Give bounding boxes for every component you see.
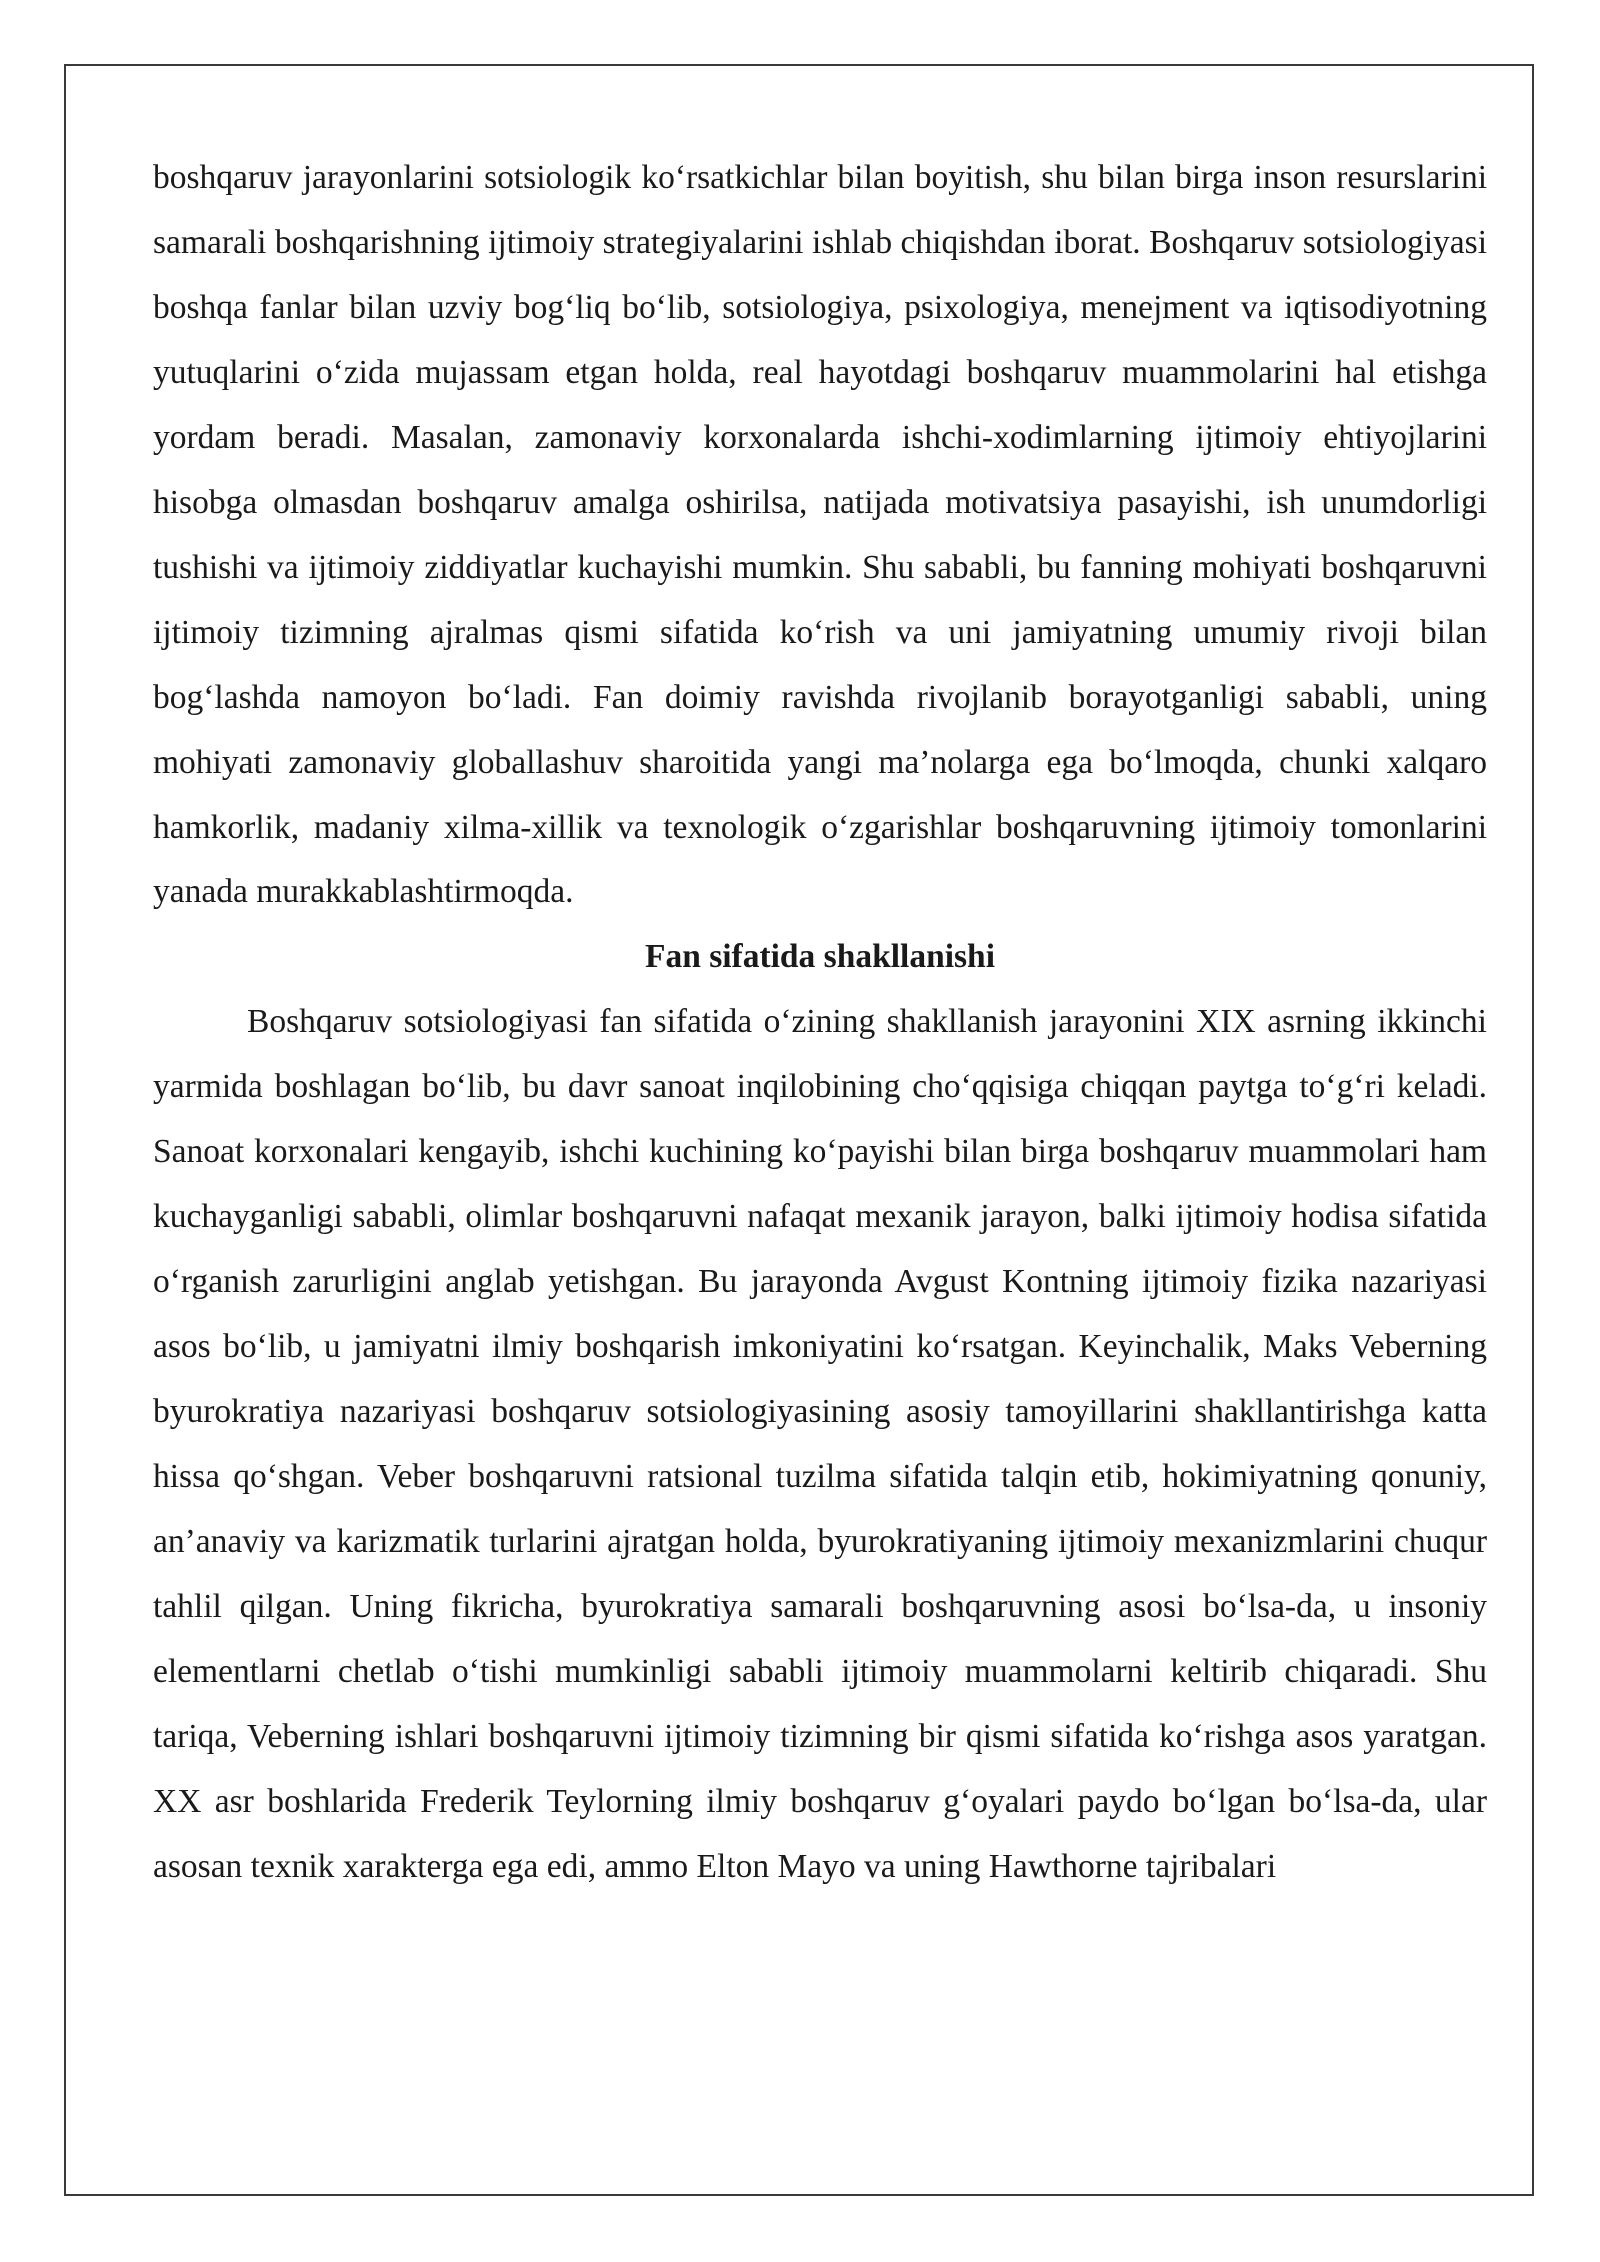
paragraph-formation: Boshqaruv sotsiologiyasi fan sifatida o‘zining shakllanish jarayonini XIX asrning ikkinchi yarmida boshlagan bo‘lib, bu davr sanoat inqilobining cho‘qqisiga chiqqan paytga to‘g‘ri keladi. Sanoat korxonalari kengayib, ishchi kuchining ko‘payishi bilan birga boshqaruv muammolari ham kuchayganligi sababli, olimlar boshqaruvni nafaqat mexanik jarayon, balki ijtimoiy hodisa sifatida o‘rganish zarurligini anglab yetishgan. Bu jarayonda Avgust Kontning ijtimoiy fizika nazariyasi asos bo‘lib, u jamiyatni ilmiy boshqarish imkoniyatini ko‘rsatgan. Keyinchalik, Maks Veberning byurokratiya nazariyasi boshqaruv sotsiologiyasining asosiy tamoyillarini shakllantirishga katta hissa qo‘shgan. Veber boshqaruvni ratsional tuzilma sifatida talqin etib, hokimiyatning qonuniy, an’anaviy va karizmatik turlarini ajratgan holda, byurokratiyaning ijtimoiy mexanizmlarini chuqur tahlil qilgan. Uning fikricha, byurokratiya samarali boshqaruvning asosi bo‘lsa-da, u insoniy elementlarni chetlab o‘tishi mumkinligi sababli ijtimoiy muammolarni keltirib chiqaradi. Shu tariqa, Veberning ishlari boshqaruvni ijtimoiy tizimning bir qismi sifatida ko‘rishga asos yaratgan. XX asr boshlarida Frederik Teylorning ilmiy boshqaruv g‘oyalari paydo bo‘lgan bo‘lsa-da, ular asosan texnik xarakterga ega edi, ammo Elton Mayo va uning Hawthorne tajribalari xyxy=(153,1003,1487,1885)
paragraph-intro: boshqaruv jarayonlarini sotsiologik ko‘rsatkichlar bilan boyitish, shu bilan birga inson resurslarini samarali boshqarishning ijtimoiy strategiyalarini ishlab chiqishdan iborat. Boshqaruv sotsiologiyasi boshqa fanlar bilan uzviy bog‘liq bo‘lib, sotsiologiya, psixologiya, menejment va iqtisodiyotning yutuqlarini o‘zida mujassam etgan holda, real hayotdagi boshqaruv muammolarini hal etishga yordam beradi. Masalan, zamonaviy korxonalarda ishchi-xodimlarning ijtimoiy ehtiyojlarini hisobga olmasdan boshqaruv amalga oshirilsa, natijada motivatsiya pasayishi, ish unumdorligi tushishi va ijtimoiy ziddiyatlar kuchayishi mumkin. Shu sababli, bu fanning mohiyati boshqaruvni ijtimoiy tizimning ajralmas qismi sifatida ko‘rish va uni jamiyatning umumiy rivoji bilan bog‘lashda namoyon bo‘ladi. Fan doimiy ravishda rivojlanib borayotganligi sababli, uning mohiyati zamonaviy globallashuv sharoitida yangi ma’nolarga ega bo‘lmoqda, chunki xalqaro hamkorlik, madaniy xilma-xillik va texnologik o‘zgarishlar boshqaruvning ijtimoiy tomonlarini yanada murakkablashtirmoqda. xyxy=(153,159,1487,911)
document-body xyxy=(153,146,1487,1900)
section-heading: Fan sifatida shakllanishi xyxy=(644,938,996,976)
